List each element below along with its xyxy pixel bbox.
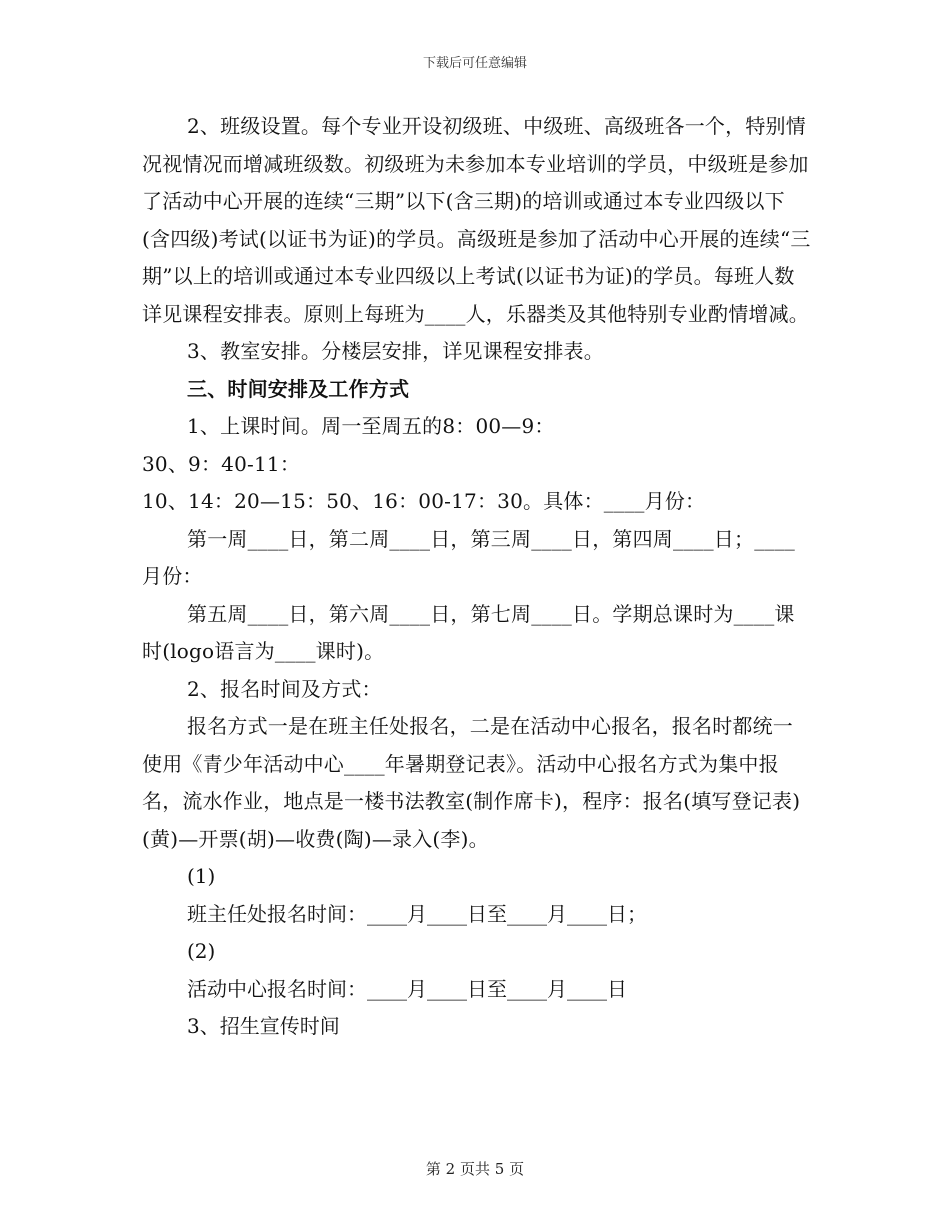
paragraph-classroom: 3、教室安排。分楼层安排，详见课程安排表。 <box>187 339 604 363</box>
paragraph-center-registration: 活动中心报名时间：____月____日至____月____日 <box>187 976 627 1001</box>
page-footer: 第 2 页共 5 页 <box>425 1160 525 1178</box>
paragraph-time-continued-1: 30、9：40-11： <box>142 451 301 476</box>
page-header: 下载后可任意编辑 <box>422 56 527 71</box>
list-marker-2: (2) <box>187 939 216 963</box>
paragraph-class-setup: 2、班级设置。每个专业开设初级班、中级班、高级班各一个，特别情况视情况而增减班级数。初级班为未参加本专业培训的学员，中级班是参加了活动中心开展的连续“三期”以下(含三期)的培训或通过本专业四级以下(含四级)考试(以证书为证)的学员。高级班是参加了活动中心开展的连续“三期”以上的培训或通过本专业四级以上考试(以证书为证)的学员。每班人数详见课程安排表。原则上每班为____人，乐器类及其他特别专业酌情增减。 <box>142 114 811 326</box>
paragraph-registration-method: 报名方式一是在班主任处报名，二是在活动中心报名，报名时都统一使用《青少年活动中心____年暑期登记表》。活动中心报名方式为集中报名，流水作业，地点是一楼书法教室(制作席卡)，程序：报名(填写登记表)(黄)—开票(胡)—收费(陶)—录入(李)。 <box>142 714 801 851</box>
paragraph-weeks-1: 第一周____日，第二周____日，第三周____日，第四周____日；____月份： <box>142 526 795 588</box>
list-marker-1: (1) <box>187 864 216 888</box>
paragraph-promotion-time: 3、招生宣传时间 <box>187 1014 340 1038</box>
paragraph-class-time: 1、上课时间。周一至周五的8：00—9： <box>187 414 555 438</box>
paragraph-weeks-2: 第五周____日，第六周____日，第七周____日。学期总课时为____课时(logo语言为____课时)。 <box>142 601 795 663</box>
document-body <box>142 108 812 1046</box>
paragraph-time-continued-2: 10、14：20—15：50、16：00-17：30。具体：____月份： <box>142 489 706 513</box>
paragraph-teacher-registration: 班主任处报名时间：____月____日至____月____日； <box>187 901 647 926</box>
section-heading: 三、时间安排及工作方式 <box>187 376 410 401</box>
paragraph-registration-heading: 2、报名时间及方式： <box>187 676 382 701</box>
